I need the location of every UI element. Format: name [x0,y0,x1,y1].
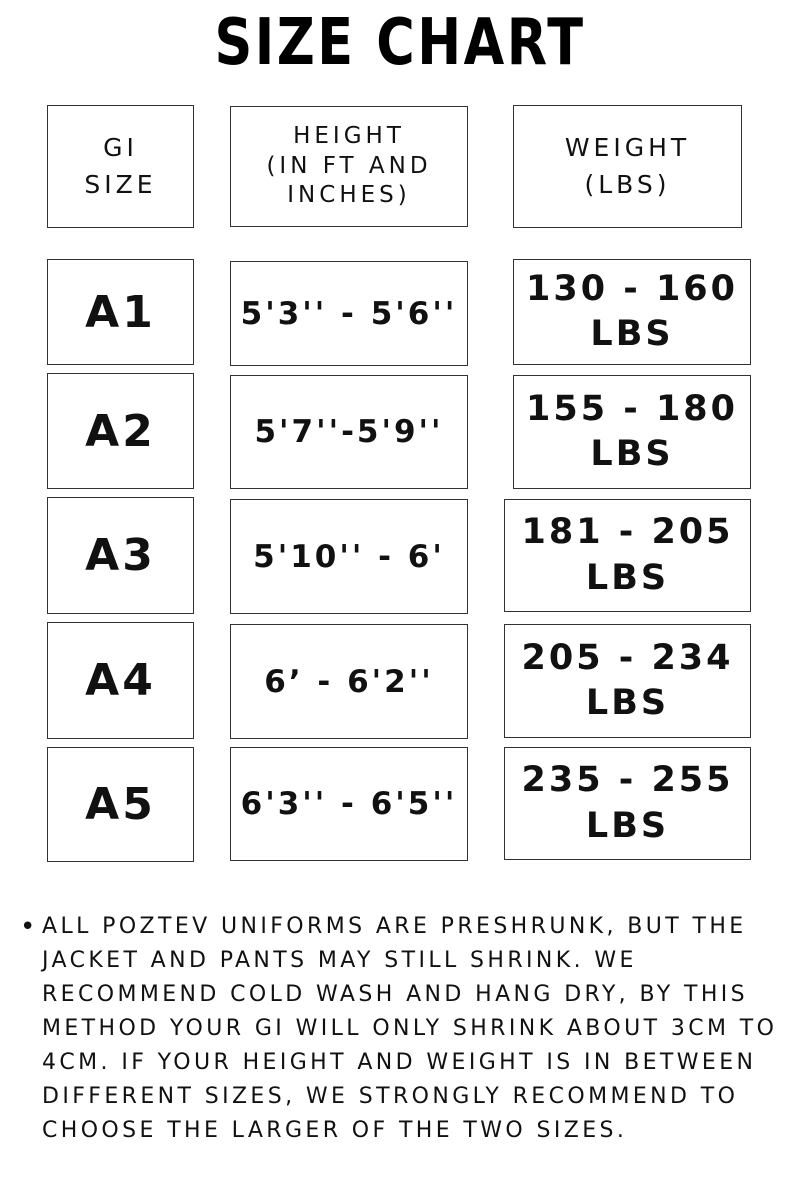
weight-cell-a4: 205 - 234 LBS [504,624,751,738]
bullet-icon: • [20,912,36,942]
page-title: SIZE CHART [214,6,586,80]
height-cell-a1: 5'3'' - 5'6'' [230,261,468,366]
size-cell-a3: A3 [47,497,194,614]
header-gi-size: GI SIZE [47,105,194,228]
size-cell-a4: A4 [47,622,194,739]
care-note-text: ALL POZTEV UNIFORMS ARE PRESHRUNK, BUT THE JACKET AND PANTS MAY STILL SHRINK. WE RECOMMEND COLD WASH AND HANG DRY, BY THIS METHOD YOUR GI WILL ONLY SHRINK ABOUT 3CM TO 4CM. IF YOUR HEIGHT AND WEIGHT IS IN BETWEEN DIFFERENT SIZES, WE STRONGLY RECOMMEND TO CHOOSE THE LARGER OF THE TWO SIZES. [42,914,778,1143]
weight-cell-a5: 235 - 255 LBS [504,747,751,860]
header-height: HEIGHT (IN FT AND INCHES) [230,106,468,227]
height-cell-a4: 6’ - 6'2'' [230,624,468,739]
height-cell-a5: 6'3'' - 6'5'' [230,747,468,861]
weight-cell-a1: 130 - 160 LBS [513,259,751,365]
header-weight: WEIGHT (LBS) [513,105,742,228]
size-cell-a2: A2 [47,373,194,489]
size-cell-a5: A5 [47,747,194,862]
height-cell-a2: 5'7''-5'9'' [230,375,468,489]
care-note [20,910,790,1148]
height-cell-a3: 5'10'' - 6' [230,499,468,614]
weight-cell-a2: 155 - 180 LBS [513,375,751,489]
weight-cell-a3: 181 - 205 LBS [504,499,751,612]
size-cell-a1: A1 [47,259,194,365]
